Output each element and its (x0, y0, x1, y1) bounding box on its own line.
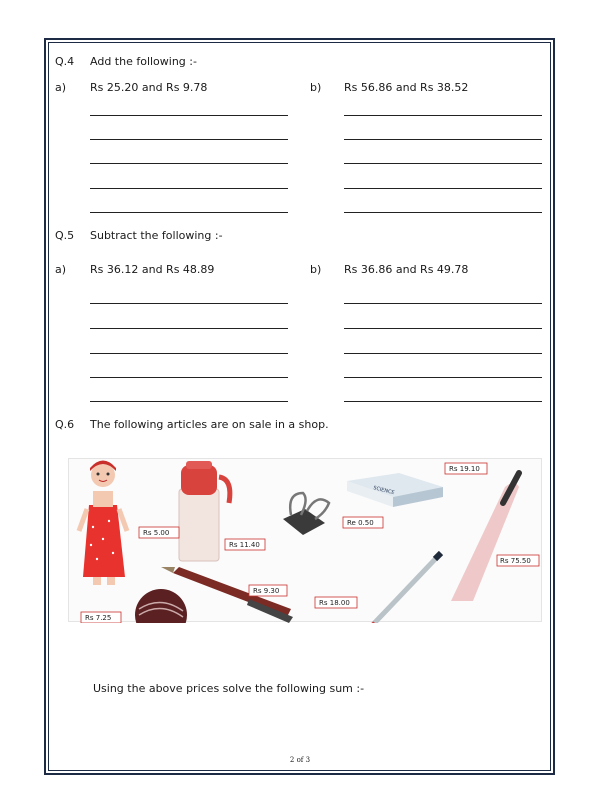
answer-line[interactable] (344, 115, 542, 116)
price-tag-doll (139, 527, 179, 538)
svg-text:Rs 18.00: Rs 18.00 (319, 599, 350, 607)
answer-line[interactable] (344, 328, 542, 329)
q5-b-label: b) (310, 263, 322, 276)
answer-line[interactable] (344, 303, 542, 304)
answer-line[interactable] (90, 163, 288, 164)
price-tag-cricket-bat (497, 555, 539, 566)
q4-a-label: a) (55, 81, 67, 94)
cricket-ball-illustration (135, 589, 187, 623)
q5-b-text: Rs 36.86 and Rs 49.78 (344, 263, 469, 276)
answer-line[interactable] (90, 328, 288, 329)
svg-text:Rs 9.30: Rs 9.30 (253, 587, 280, 595)
page-number: 2 of 3 (289, 756, 311, 764)
answer-line[interactable] (344, 401, 542, 402)
q5-a-text: Rs 36.12 and Rs 48.89 (90, 263, 215, 276)
answer-line[interactable] (90, 401, 288, 402)
q5-instruction: Subtract the following :- (90, 229, 223, 242)
q5-a-label: a) (55, 263, 67, 276)
q6-number: Q.6 (55, 418, 75, 431)
price-tag-fountain-pen (249, 585, 287, 596)
svg-text:Rs 19.10: Rs 19.10 (449, 465, 480, 473)
answer-line[interactable] (90, 353, 288, 354)
answer-line[interactable] (344, 163, 542, 164)
answer-line[interactable] (90, 139, 288, 140)
answer-line[interactable] (344, 377, 542, 378)
svg-text:Rs 5.00: Rs 5.00 (143, 529, 170, 537)
hockey-stick-illustration (313, 553, 441, 623)
price-tag-science-book (445, 463, 487, 474)
svg-text:Re 0.50: Re 0.50 (347, 519, 374, 527)
answer-line[interactable] (344, 212, 542, 213)
doll-illustration (79, 461, 127, 586)
svg-text:Rs 75.50: Rs 75.50 (500, 557, 531, 565)
svg-text:Rs 11.40: Rs 11.40 (229, 541, 260, 549)
answer-line[interactable] (90, 115, 288, 116)
answer-line[interactable] (344, 353, 542, 354)
price-tag-binder-clip (343, 517, 383, 528)
q6-instruction: The following articles are on sale in a shop. (90, 418, 329, 431)
q4-instruction: Add the following :- (90, 55, 197, 68)
science-book-illustration (347, 473, 443, 507)
answer-line[interactable] (344, 139, 542, 140)
binder-clip-illustration (283, 493, 329, 535)
price-tag-hockey-stick (315, 597, 357, 608)
q6-followup-instruction: Using the above prices solve the following sum :- (93, 682, 365, 695)
q5-number: Q.5 (55, 229, 75, 242)
page-border-inner (48, 42, 551, 771)
price-tag-cricket-ball (81, 612, 121, 623)
answer-line[interactable] (90, 212, 288, 213)
q4-a-text: Rs 25.20 and Rs 9.78 (90, 81, 208, 94)
shop-articles-illustration (68, 458, 542, 622)
flask-illustration (179, 461, 230, 561)
svg-text:Rs 7.25: Rs 7.25 (85, 614, 112, 622)
cricket-bat-illustration (451, 473, 519, 601)
answer-line[interactable] (90, 303, 288, 304)
q4-number: Q.4 (55, 55, 75, 68)
q4-b-label: b) (310, 81, 322, 94)
q4-b-text: Rs 56.86 and Rs 38.52 (344, 81, 469, 94)
svg-text:SCIENCE: SCIENCE (372, 485, 396, 497)
price-tag-flask (225, 539, 265, 550)
answer-line[interactable] (344, 188, 542, 189)
answer-line[interactable] (90, 188, 288, 189)
answer-line[interactable] (90, 377, 288, 378)
